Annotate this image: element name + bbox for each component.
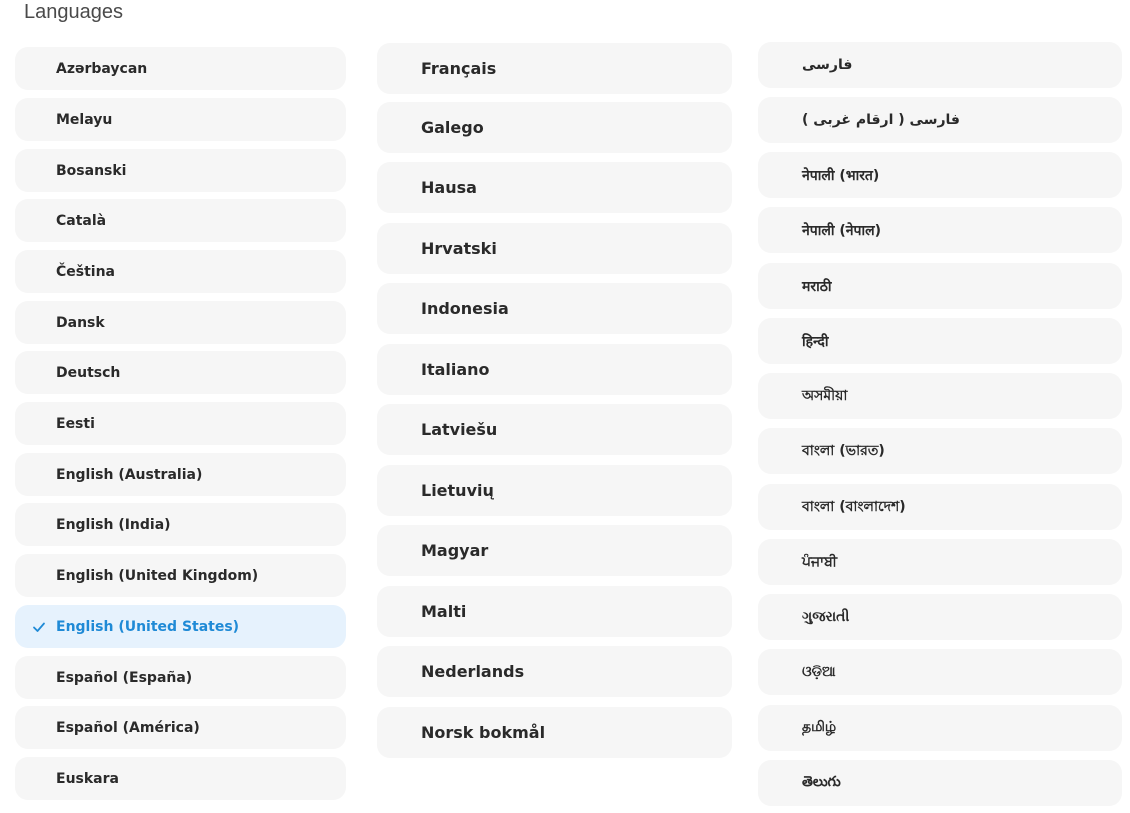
language-item-marathi[interactable]: [758, 263, 1122, 309]
language-label: Malti: [421, 602, 467, 621]
language-item-italiano[interactable]: [377, 344, 732, 395]
language-label: Azərbaycan: [56, 60, 148, 77]
language-label: Italiano: [421, 360, 490, 379]
language-item-nepali-nepal[interactable]: [758, 207, 1122, 253]
language-label: తెలుగు: [802, 773, 841, 790]
language-item-tamil[interactable]: [758, 705, 1122, 751]
language-item-english-australia[interactable]: [15, 453, 346, 496]
language-item-catala[interactable]: [15, 199, 346, 242]
language-label: Lietuvių: [421, 481, 494, 500]
language-label: Français: [421, 59, 497, 78]
language-item-latviesu[interactable]: [377, 404, 732, 455]
language-item-gujarati[interactable]: [758, 594, 1122, 640]
language-label: தமிழ்: [802, 719, 837, 735]
language-label: Indonesia: [421, 299, 509, 318]
language-item-dansk[interactable]: [15, 301, 346, 344]
language-item-bangla-india[interactable]: [758, 428, 1122, 474]
language-label: Eesti: [56, 415, 95, 432]
language-item-galego[interactable]: [377, 102, 732, 153]
language-label: ગુજરાતી: [802, 609, 850, 625]
language-label: मराठी: [802, 278, 832, 295]
language-item-english-united-states[interactable]: [15, 605, 346, 648]
language-item-english-india[interactable]: [15, 503, 346, 546]
language-label: বাংলা (ভারত): [802, 443, 885, 459]
language-label: Català: [56, 212, 107, 229]
language-label: Español (España): [56, 669, 193, 686]
language-label: Čeština: [56, 263, 116, 280]
language-label: অসমীয়া: [802, 388, 848, 404]
language-item-bangla-bangladesh[interactable]: [758, 484, 1122, 530]
language-item-magyar[interactable]: [377, 525, 732, 576]
language-label: नेपाली (नेपाल): [802, 222, 881, 239]
language-label: English (India): [56, 516, 171, 533]
language-label: Norsk bokmål: [421, 723, 546, 742]
language-label: ଓଡ଼ିଆ: [802, 664, 836, 680]
language-item-eesti[interactable]: [15, 402, 346, 445]
language-label: فارسی ( ارقام غربی ): [802, 112, 960, 128]
language-item-nepali-india[interactable]: [758, 152, 1122, 198]
language-item-hindi[interactable]: [758, 318, 1122, 364]
language-item-lietuviu[interactable]: [377, 465, 732, 516]
language-item-cestina[interactable]: [15, 250, 346, 293]
language-item-odia[interactable]: [758, 649, 1122, 695]
language-label: Latviešu: [421, 420, 498, 439]
language-label: नेपाली (भारत): [802, 167, 880, 184]
language-label: فارسی: [802, 57, 853, 73]
language-label: Dansk: [56, 314, 105, 331]
language-label: Melayu: [56, 111, 113, 128]
language-label: English (Australia): [56, 466, 203, 483]
language-item-hausa[interactable]: [377, 162, 732, 213]
language-item-melayu[interactable]: [15, 98, 346, 141]
language-label: Nederlands: [421, 662, 525, 681]
language-item-punjabi[interactable]: [758, 539, 1122, 585]
language-label: हिन्दी: [802, 333, 829, 350]
language-item-azerbaycan[interactable]: [15, 47, 346, 90]
language-item-bosanski[interactable]: [15, 149, 346, 192]
language-label: বাংলা (বাংলাদেশ): [802, 499, 906, 515]
language-label: Magyar: [421, 541, 489, 560]
language-item-farsi-western-digits[interactable]: [758, 97, 1122, 143]
language-label: Galego: [421, 118, 484, 137]
language-item-francais[interactable]: [377, 43, 732, 94]
language-item-english-united-kingdom[interactable]: [15, 554, 346, 597]
language-item-hrvatski[interactable]: [377, 223, 732, 274]
language-label: Bosanski: [56, 162, 127, 179]
language-item-assamese[interactable]: [758, 373, 1122, 419]
language-label: Hrvatski: [421, 239, 497, 258]
language-item-nederlands[interactable]: [377, 646, 732, 697]
page-title: Languages: [24, 1, 123, 23]
language-label: Español (América): [56, 719, 200, 736]
language-label: English (United States): [56, 618, 240, 635]
language-label: Euskara: [56, 770, 119, 787]
checkmark-icon: [32, 620, 46, 634]
language-item-indonesia[interactable]: [377, 283, 732, 334]
language-item-espanol-espana[interactable]: [15, 656, 346, 699]
language-item-euskara[interactable]: [15, 757, 346, 800]
language-item-telugu[interactable]: [758, 760, 1122, 806]
language-label: Deutsch: [56, 364, 121, 381]
language-item-espanol-america[interactable]: [15, 706, 346, 749]
language-item-norsk-bokmal[interactable]: [377, 707, 732, 758]
language-item-deutsch[interactable]: [15, 351, 346, 394]
language-item-malti[interactable]: [377, 586, 732, 637]
language-label: Hausa: [421, 178, 477, 197]
language-item-farsi[interactable]: [758, 42, 1122, 88]
language-label: English (United Kingdom): [56, 567, 259, 584]
language-label: ਪੰਜਾਬੀ: [802, 554, 838, 570]
